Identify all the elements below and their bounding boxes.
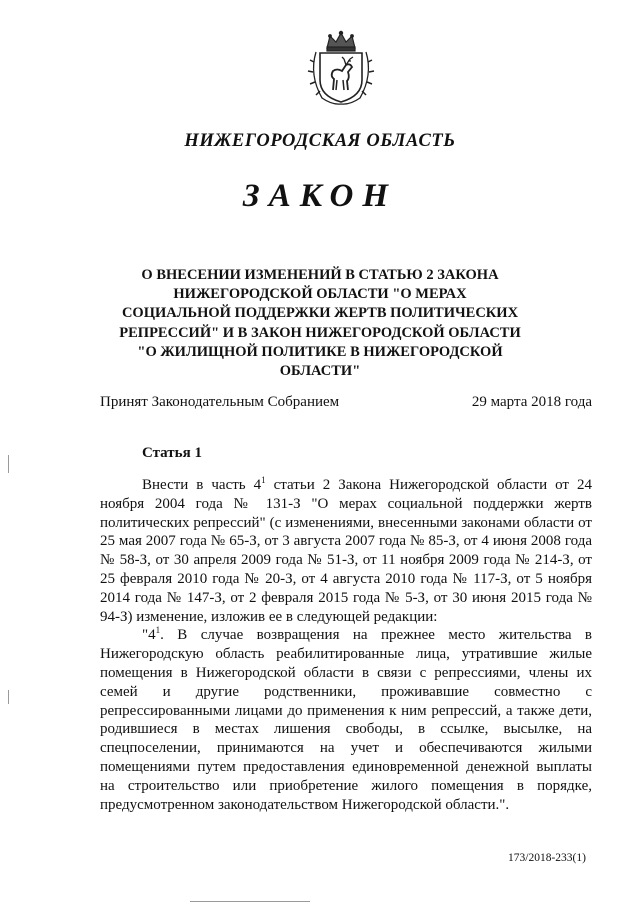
scan-bottom-mark	[190, 901, 310, 902]
region-name: НИЖЕГОРОДСКАЯ ОБЛАСТЬ	[184, 131, 456, 151]
document-code: 173/2018-233(1)	[508, 852, 586, 864]
adoption-line	[100, 394, 592, 411]
article-heading: Статья 1	[142, 445, 202, 461]
article-paragraph: Внести в часть $4^1$ статьи 2 Закона Нижегородской области от 24 ноября 2004 года № 131-З "О мерах социальной поддержки жертв политических репрессий" (с изменениями, внесенными законами области от 25 мая 2007 года № 65-З, от 3 августа 2007 года № 85-З, от 4 июня 2008 года № 58-З, от 30 апреля 2009 года № 51-З, от 11 ноября 2009 года № 214-З, от 25 февраля 2010 года № 20-З, от 4 августа 2010 года № 117-З, от 5 ноября 2014 года № 147-З, от 2 февраля 2015 года № 5-З, от 30 июня 2015 года № 94-З) изменение, изложив ее в следующей редакции:	[100, 475, 592, 625]
adoption-date: 29 марта 2018 года	[471, 394, 592, 410]
coat-of-arms-icon	[306, 30, 376, 106]
document-title: О ВНЕСЕНИИ ИЗМЕНЕНИЙ В СТАТЬЮ 2 ЗАКОНА НИЖЕГОРОДСКОЙ ОБЛАСТИ "О МЕРАХ СОЦИАЛЬНОЙ ПОДДЕРЖКИ ЖЕРТВ ПОЛИТИЧЕСКИХ РЕПРЕССИЙ" И В ЗАКОН НИЖЕГОРОДСКОЙ ОБЛАСТИ "О ЖИЛИЩНОЙ ПОЛИТИКЕ В НИЖЕГОРОДСКОЙ ОБЛАСТИ"	[119, 267, 521, 380]
article-paragraph: "$4^1$. В случае возвращения на прежнее место жительства в Нижегородскую область реабилитированные лица, утратившие жилые помещения в Нижегородской области в связи с репрессиями, члены их семей и другие родственники, проживавшие совместно с репрессированными лицами до применения к ним репрессий, а также дети, родившиеся в местах лишения свободы, в ссылке, высылке, на спецпоселении, принимаются на учет и обеспечиваются жилыми помещениями путем предоставления единовременной денежной выплаты на строительство или приобретение жилого помещения в порядке, предусмотренном законодательством Нижегородской области.".	[100, 625, 592, 813]
article-body	[100, 476, 592, 814]
adopted-by-label: Принят Законодательным Собранием	[100, 394, 340, 410]
scan-edge-mark	[8, 690, 9, 704]
scan-edge-mark	[8, 455, 9, 473]
document-type: ЗАКОН	[242, 178, 398, 214]
